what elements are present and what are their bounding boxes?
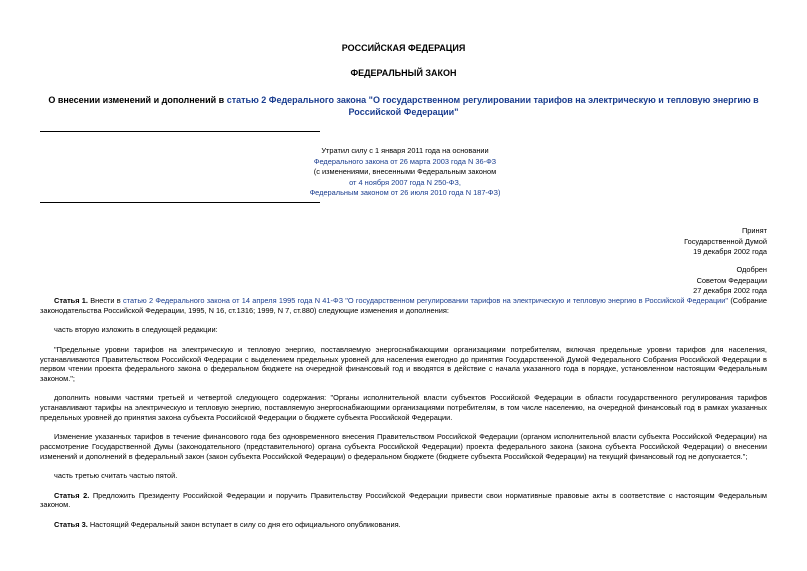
- law-title: [40, 95, 767, 118]
- article-2: [40, 491, 767, 510]
- accepted-label: Принят: [741, 226, 767, 235]
- council-date: 27 декабря 2002 года: [693, 286, 767, 296]
- article-3: [40, 520, 767, 530]
- divider-bottom: [40, 202, 320, 203]
- approved-label: Одобрен: [736, 265, 767, 274]
- paragraph: Изменение указанных тарифов в течение финансового года без одновременного внесения Правительством Российской Федерации (органом исполнительной власти субъекта Российской Федерации) на рассмотрение Государственной Думы (законодательного (представительного) органа субъекта Российской Федерации) проекта федерального закона (закона субъекта Российской Федерации) о внесении изменений и дополнений в федеральный закон (закон субъекта Российской Федерации) о федеральном бюджете (бюджете субъекта Российской Федерации) на текущий финансовый год не допускается.";: [40, 432, 767, 461]
- article-1-text-end: (Собрание законодательства Российской Федерации, 1995, N 16, ст.1316; 1999, N 7, ст.880) следующие изменения и дополнения:: [40, 296, 767, 315]
- article-3-text: Настоящий Федеральный закон вступает в силу со дня его официального опубликования.: [87, 520, 401, 529]
- expiry-law-link[interactable]: Федерального закона от 26 марта 2003 года N 36-ФЗ: [313, 156, 497, 166]
- council-label: Советом Федерации: [696, 275, 767, 285]
- law-title-link[interactable]: статью 2 Федерального закона "О государственном регулировании тарифов на электрическую и тепловую энергию в Российской Федерации": [226, 95, 759, 117]
- expiry-note: [255, 146, 555, 199]
- duma-date: 19 декабря 2002 года: [693, 247, 767, 257]
- divider-top: [40, 131, 320, 132]
- expiry-line: Утратил силу с 1 января 2011 года на основании: [321, 146, 489, 155]
- amend-law-link-2[interactable]: Федеральным законом от 26 июля 2010 года N 187-ФЗ): [309, 188, 501, 198]
- amend-law-link-1[interactable]: от 4 ноября 2007 года N 250-ФЗ,: [349, 177, 461, 187]
- paragraph: часть вторую изложить в следующей редакции:: [54, 325, 218, 335]
- paragraph: "Предельные уровни тарифов на электрическую и тепловую энергию, поставляемую энергоснабжающими организациями потребителям, включая предельные уровни тарифов для населения, устанавливаются Правительством Российской Федерации с выделением предельных уровней для населения ежегодно до принятия Государственной Думой Федерального Собрания Российской Федерации в первом чтении проекта федерального закона о федеральном бюджете на очередной финансовый год и вводятся в действие с начала указанного года в порядке, установленном настоящим Федеральным законом.";: [40, 344, 767, 383]
- law-title-prefix: О внесении изменений и дополнений в: [48, 95, 227, 105]
- article-1-text: Внести в: [87, 296, 123, 305]
- article-1-label: Статья 1.: [54, 296, 88, 305]
- law-body: [40, 296, 767, 540]
- article-2-label: Статья 2.: [54, 490, 90, 500]
- doc-type-heading: ФЕДЕРАЛЬНЫЙ ЗАКОН: [350, 68, 457, 78]
- duma-adoption: [520, 226, 767, 258]
- council-approval: [520, 265, 767, 297]
- paragraph: часть третью считать частью пятой.: [54, 471, 178, 481]
- article-3-label: Статья 3.: [54, 520, 88, 529]
- paragraph: дополнить новыми частями третьей и четвертой следующего содержания: "Органы исполнительной власти субъектов Российской Федерации в области государственного регулирования тарифов устанавливают тарифы на электрическую и тепловую энергию, поставляемую энергоснабжающими организациями потребителям, в том числе населению, на очередной финансовый год в рамках указанных предельных уровней до принятия закона субъекта Российской Федерации о бюджете субъекта Российской Федерации.: [40, 393, 767, 422]
- article-2-text: Предложить Президенту Российской Федерации и поручить Правительству Российской Федерации привести свои нормативные правовые акты в соответствие с настоящим Федеральным законом.: [40, 490, 767, 510]
- expiry-amend-line: (с изменениями, внесенными Федеральным законом: [313, 167, 497, 177]
- country-heading: РОССИЙСКАЯ ФЕДЕРАЦИЯ: [341, 43, 466, 53]
- duma-label: Государственной Думой: [684, 236, 767, 246]
- article-1: [40, 296, 767, 315]
- article-1-link[interactable]: статью 2 Федерального закона от 14 апреля 1995 года N 41-ФЗ "О государственном регулировании тарифов на электрическую и тепловую энергию в Российской Федерации": [122, 296, 729, 305]
